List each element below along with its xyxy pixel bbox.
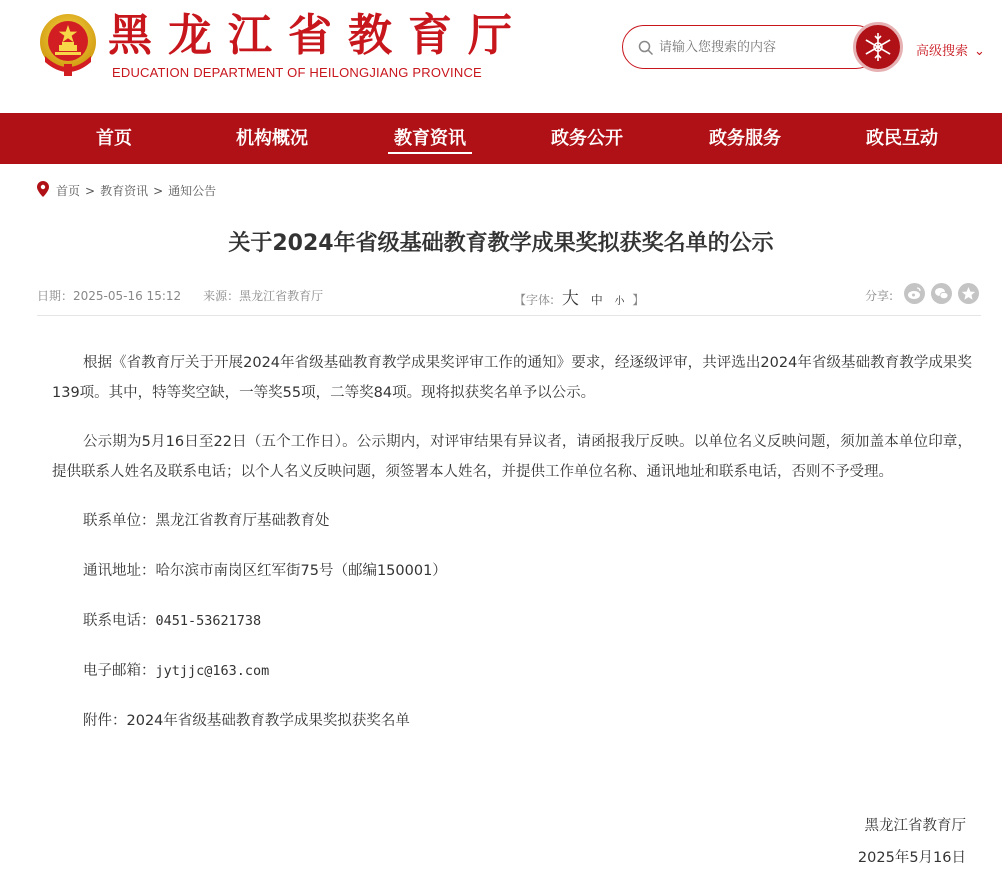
- breadcrumb-separator: >: [85, 184, 96, 198]
- breadcrumb-education-news[interactable]: 教育资讯: [100, 184, 149, 198]
- attachment-link[interactable]: 2024年省级基础教育教学成果奖拟获奖名单: [126, 713, 410, 729]
- font-size-label: 【字体:: [514, 293, 555, 307]
- meta-divider: [37, 315, 981, 316]
- contact-unit-line: [52, 506, 972, 536]
- breadcrumb-separator: >: [153, 184, 164, 198]
- site-header: [0, 0, 1002, 113]
- article-title: 关于2024年省级基础教育教学成果奖拟获奖名单的公示: [228, 231, 774, 256]
- font-size-control: [514, 284, 644, 309]
- signature-date: 2025年5月16日: [857, 850, 966, 866]
- attachment-label: 附件：: [83, 713, 127, 729]
- article-body: [52, 348, 972, 736]
- nav-item-government-services[interactable]: 政务服务: [709, 128, 781, 149]
- contact-unit-label: 联系单位：: [83, 513, 156, 529]
- site-title: 黑龙江省教育厅: [108, 10, 528, 61]
- qzone-icon[interactable]: [958, 283, 979, 304]
- share-label: 分享:: [865, 289, 894, 303]
- nav-item-organization[interactable]: 机构概况: [236, 128, 308, 149]
- nav-item-government-affairs[interactable]: 政务公开: [551, 128, 623, 149]
- nav-item-education-news[interactable]: 教育资讯: [380, 113, 480, 164]
- font-size-close-bracket: 】: [632, 293, 645, 307]
- phone-value: 0451-53621738: [155, 613, 262, 629]
- national-emblem-icon: [37, 12, 99, 78]
- search-icon: [638, 40, 654, 56]
- phone-label: 联系电话：: [83, 613, 156, 629]
- breadcrumb-home[interactable]: 首页: [56, 184, 81, 198]
- location-pin-icon: [37, 181, 49, 197]
- article-paragraph: 公示期为5月16日至22日（五个工作日）。公示期内，对评审结果有异议者，请函报我厅反映。以单位名义反映问题，须加盖本单位印章，提供联系人姓名及联系电话；以个人名义反映问题，须签署本人姓名，并提供工作单位名称、通讯地址和联系电话，否则不予受理。: [52, 434, 972, 480]
- chevron-down-icon: ⌄: [974, 44, 985, 59]
- address-label: 通讯地址：: [83, 563, 156, 579]
- article-meta: [37, 287, 345, 304]
- wechat-icon[interactable]: [931, 283, 952, 304]
- attachment-line: [52, 706, 972, 736]
- article-paragraph: 根据《省教育厅关于开展2024年省级基础教育教学成果奖评审工作的通知》要求，经逐级评审，共评选出2024年省级基础教育教学成果奖139项。其中，特等奖空缺，一等奖55项，二等奖84项。现将拟获奖名单予以公示。: [52, 355, 972, 401]
- font-size-medium-button[interactable]: 中: [590, 293, 603, 307]
- article-date: 日期：2025-05-16 15:12: [37, 289, 182, 303]
- email-line: [52, 656, 972, 686]
- font-size-large-button[interactable]: 大: [561, 289, 579, 309]
- site-subtitle: EDUCATION DEPARTMENT OF HEILONGJIANG PROVINCE: [112, 65, 482, 80]
- phone-line: [52, 606, 972, 636]
- weibo-icon[interactable]: [904, 283, 925, 304]
- nav-item-home[interactable]: 首页: [96, 128, 132, 149]
- breadcrumb-notices[interactable]: 通知公告: [168, 184, 217, 198]
- advanced-search-label: 高级搜索: [916, 44, 969, 59]
- search-input[interactable]: [659, 37, 839, 57]
- main-nav: [0, 113, 1002, 164]
- email-label: 电子邮箱：: [83, 663, 156, 679]
- signature-organization: 黑龙江省教育厅: [864, 818, 966, 834]
- email-value: jytjjc@163.com: [155, 663, 270, 679]
- nav-item-public-interaction[interactable]: 政民互动: [866, 128, 938, 149]
- article-source: 来源：黑龙江省教育厅: [203, 289, 324, 303]
- contact-unit-value: 黑龙江省教育厅基础教育处: [155, 513, 330, 529]
- search-button[interactable]: [853, 22, 903, 72]
- font-size-small-button[interactable]: 小: [614, 296, 625, 307]
- address-value: 哈尔滨市南岗区红军街75号（邮编150001）: [155, 563, 447, 579]
- advanced-search-link[interactable]: [916, 40, 985, 59]
- search-box: [622, 25, 878, 69]
- snowflake-icon: [856, 25, 900, 69]
- address-line: [52, 556, 972, 586]
